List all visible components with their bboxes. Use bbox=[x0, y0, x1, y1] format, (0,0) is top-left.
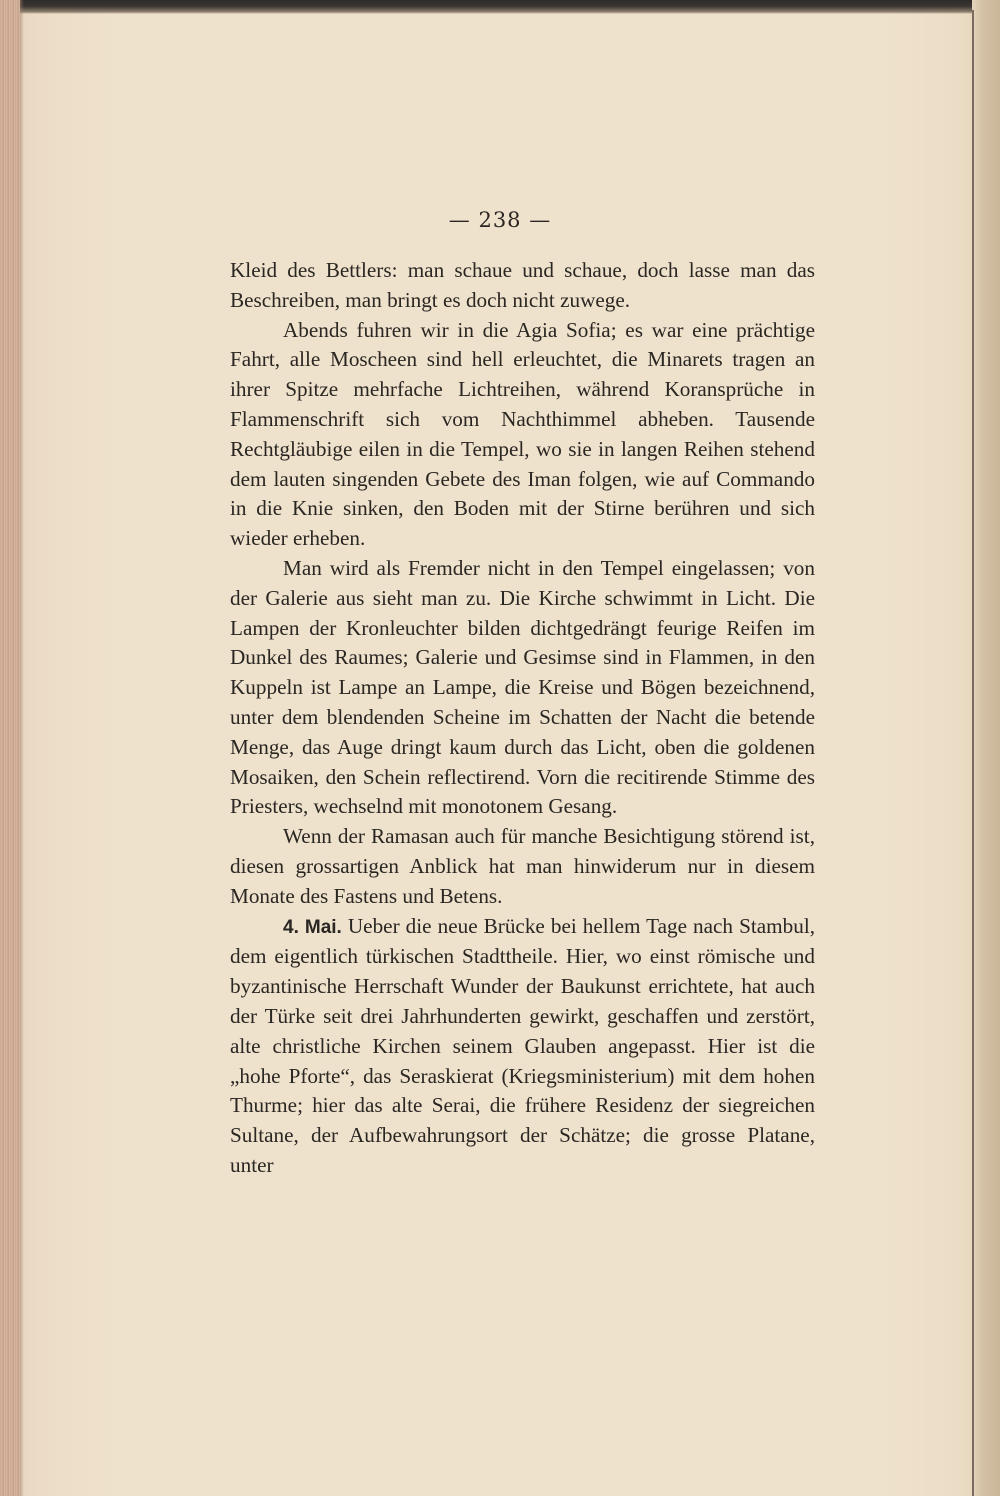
paragraph-1: Kleid des Bettlers: man schaue und schaue, doch lasse man das Beschreiben, man bringt es doch nicht zuwege. bbox=[230, 258, 815, 312]
book-top-edge bbox=[0, 0, 1000, 14]
paragraph-2: Abends fuhren wir in die Agia Sofia; es war eine prächtige Fahrt, alle Moscheen sind hell erleuchtet, die Minarets tragen an ihrer Spitze mehrfache Lichtreihen, während Koransprüche in Flammenschrift sich vom Nachthimmel abheben. Tausende Rechtgläubige eilen in die Tempel, wo sie in langen Reihen stehend dem lauten singenden Gebete des Iman folgen, wie auf Commando in die Knie sinken, den Boden mit der Stirne berühren und sich wieder erheben. bbox=[230, 317, 815, 551]
page-edge-line bbox=[972, 10, 974, 1496]
body-text bbox=[230, 256, 815, 1181]
page-number: — 238 — bbox=[448, 208, 552, 232]
date-label: 4. Mai. bbox=[283, 916, 342, 938]
paragraph-4: Wenn der Ramasan auch für manche Besichtigung störend ist, diesen grossartigen Anblick hat man hinwiderum nur in diesem Monate des Fastens und Betens. bbox=[230, 824, 815, 908]
paragraph-5-text: Ueber die neue Brücke bei hellem Tage nach Stambul, dem eigentlich türkischen Stadttheile. Hier, wo einst römische und byzantinische Herrschaft Wunder der Baukunst errichtete, hat auch der Türke seit drei Jahrhunderten gewirkt, geschaffen und zerstört, alte christliche Kirchen seinem Glauben angepasst. Hier ist die „hohe Pforte“, das Seraskierat (Kriegsministerium) mit dem hohen Thurme; hier das alte Serai, die frühere Residenz der siegreichen Sultane, der Aufbewahrungsort der Schätze; die grosse Platane, unter bbox=[230, 913, 815, 1177]
paragraph-5 bbox=[230, 912, 815, 1181]
paragraph-3: Man wird als Fremder nicht in den Tempel eingelassen; von der Galerie aus sieht man zu. Die Kirche schwimmt in Licht. Die Lampen der Kronleuchter bilden dichtgedrängt feurige Reifen im Dunkel des Raumes; Galerie und Gesimse sind in Flammen, in den Kuppeln ist Lampe an Lampe, die Kreise und Bögen bezeichnend, unter dem blendenden Scheine im Schatten der Nacht die betende Menge, das Auge dringt kaum durch das Licht, oben die goldenen Mosaiken, den Schein reflectirend. Vorn die recitirende Stimme des Priesters, wechselnd mit monotonem Gesang. bbox=[230, 555, 815, 819]
